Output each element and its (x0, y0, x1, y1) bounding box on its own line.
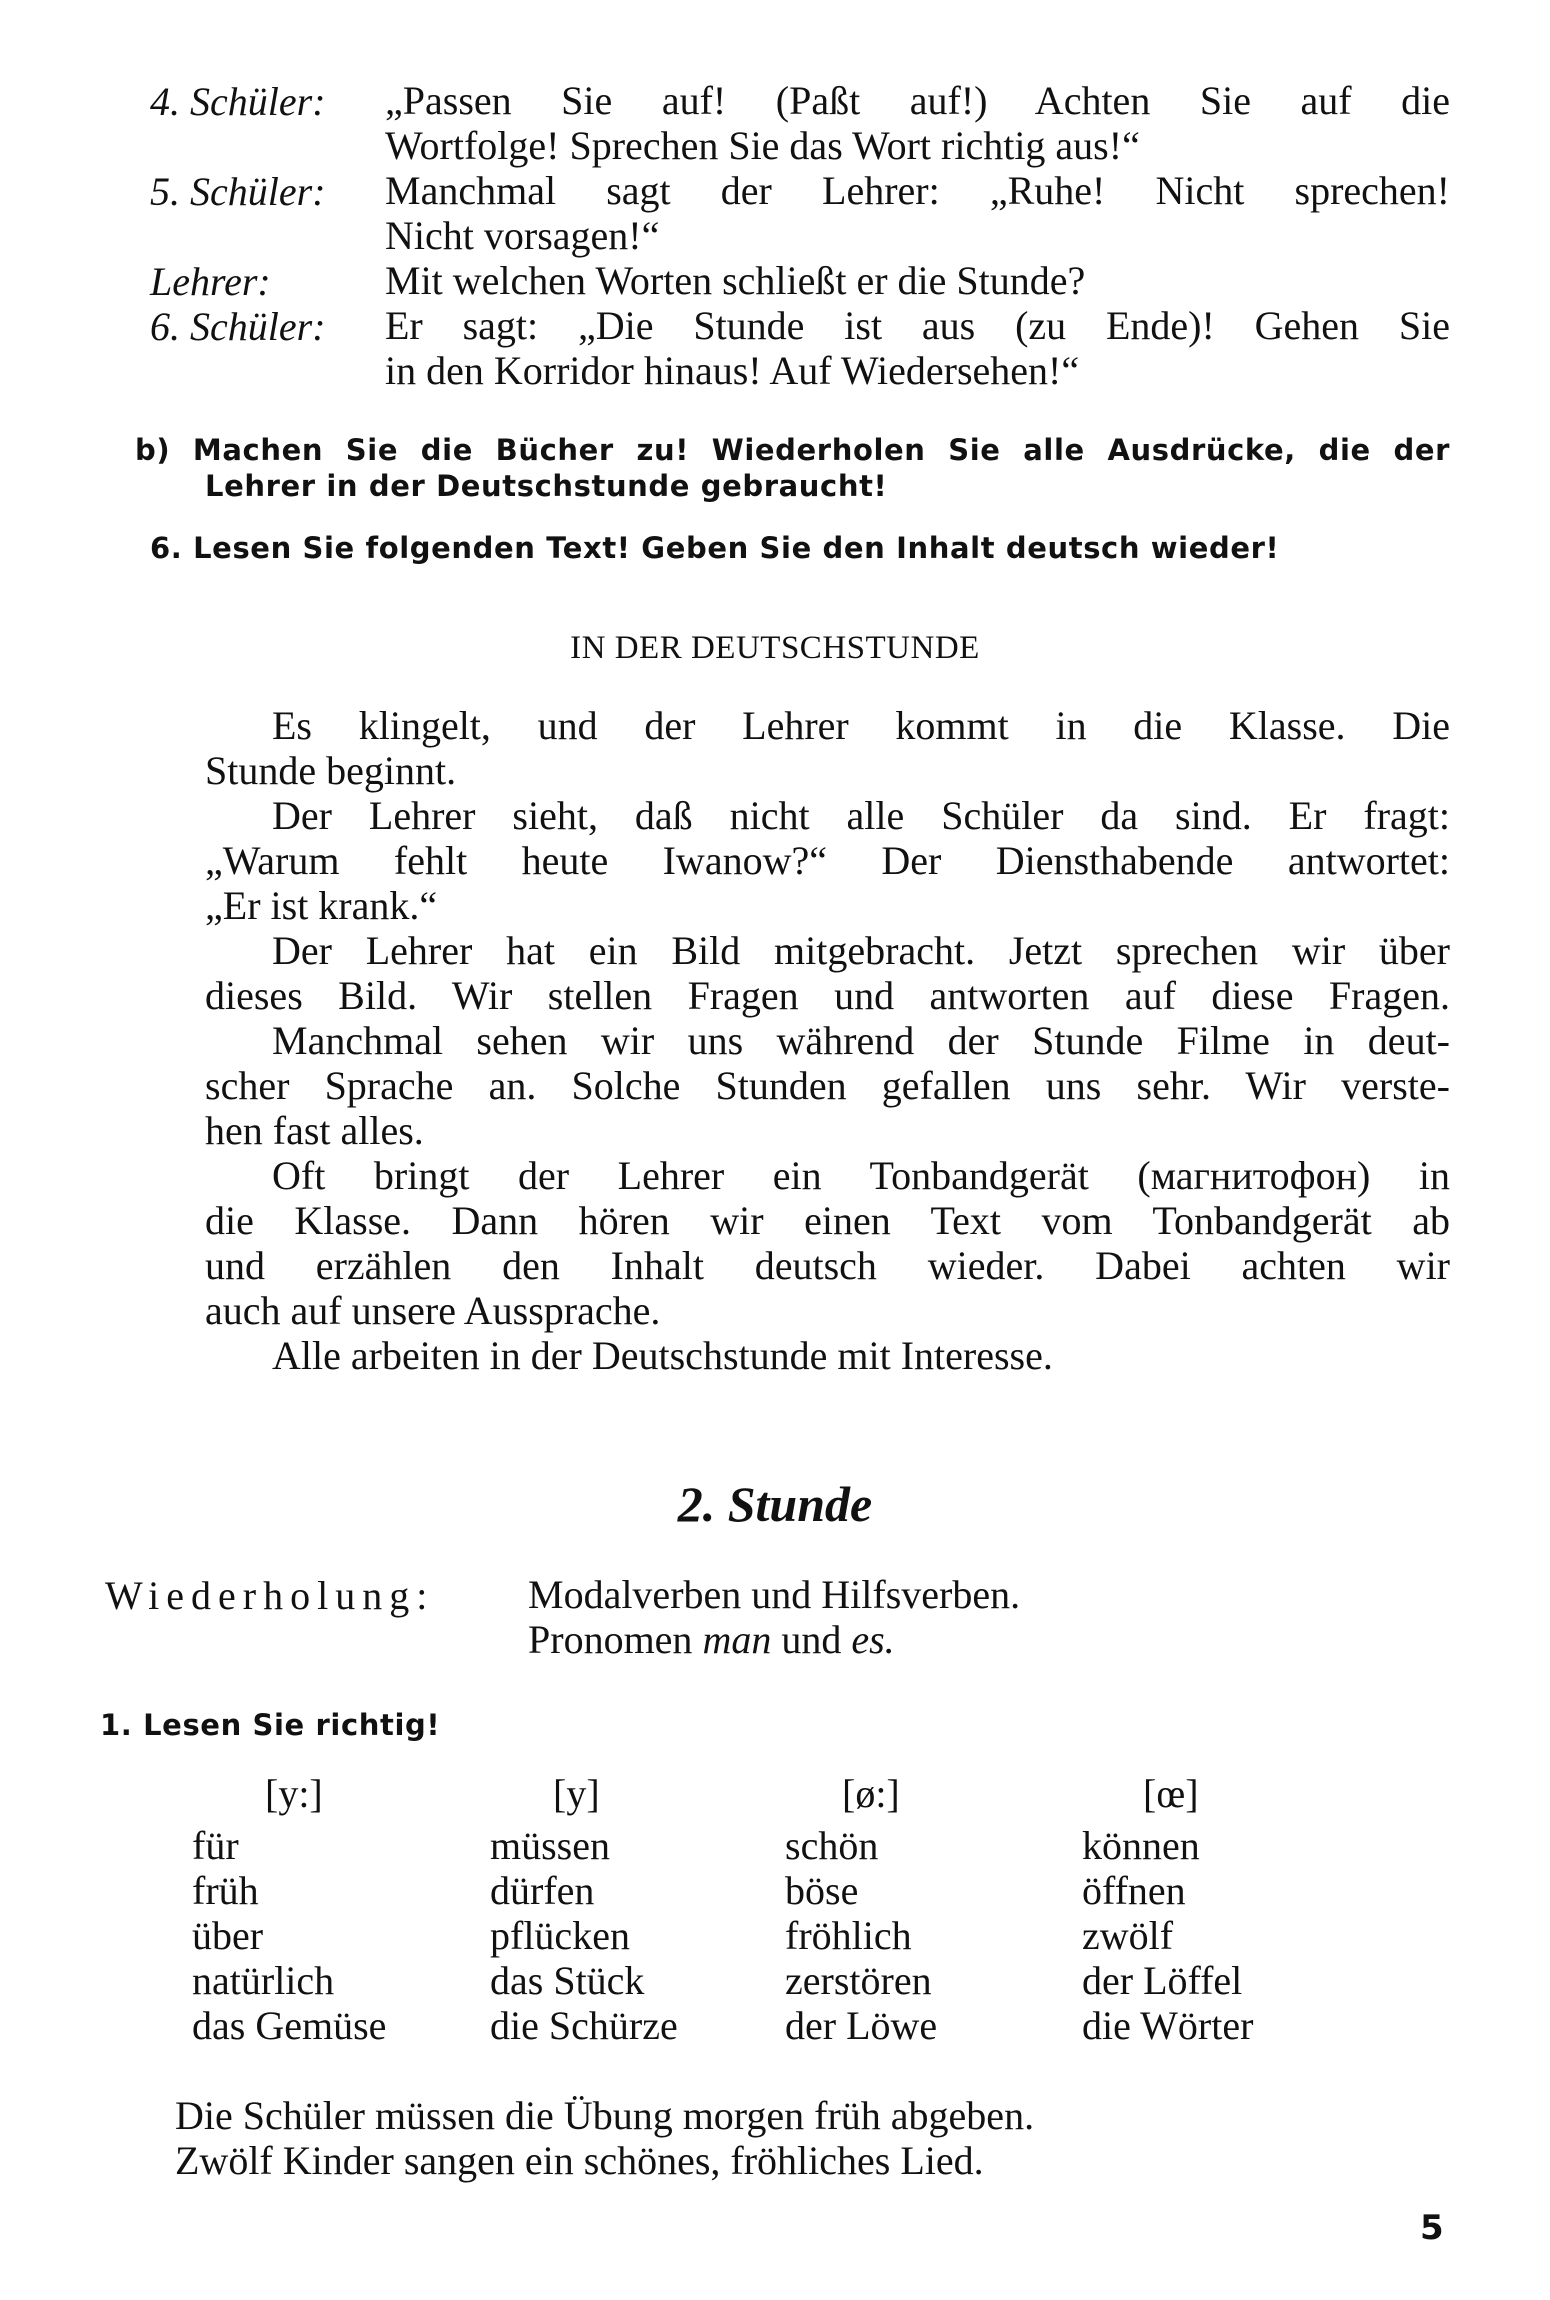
word: müssen (490, 1823, 610, 1868)
text-line: „Er ist krank.“ (205, 883, 438, 928)
word-column (1082, 1823, 1253, 2048)
task-6-instruction: 6. Lesen Sie folgenden Text! Geben Sie den Inhalt deutsch wieder! (150, 531, 1280, 565)
word: die Schürze (490, 2003, 678, 2048)
review-word: und (781, 1617, 842, 1662)
word: böse (785, 1868, 859, 1913)
sentence: Zwölf Kinder sangen ein schönes, fröhliches Lied. (175, 2138, 984, 2183)
paragraph (205, 1333, 1450, 1378)
speaker-label: 6. Schüler: (150, 304, 326, 349)
review-label: Wiederholung: (105, 1573, 435, 1618)
word: zerstören (785, 1958, 932, 2003)
dialogue-line: Wortfolge! Sprechen Sie das Wort richtig aus!“ (385, 123, 1140, 168)
phonetic-symbol: [y] (553, 1771, 600, 1816)
speaker-label: Lehrer: (150, 259, 271, 304)
word: über (192, 1913, 264, 1958)
word: früh (192, 1868, 259, 1913)
text-line: Es klingelt, und der Lehrer kommt in die Klasse. Die (272, 703, 1450, 748)
text-line: und erzählen den Inhalt deutsch wieder. Dabei achten wir (205, 1243, 1450, 1288)
task-b-instruction (135, 432, 1450, 504)
review-word: man (702, 1617, 772, 1662)
text-line: hen fast alles. (205, 1108, 424, 1153)
reading-text (205, 703, 1450, 1378)
text-line: dieses Bild. Wir stellen Fragen und antworten auf diese Fragen. (205, 973, 1450, 1018)
review-word: Pronomen (528, 1617, 693, 1662)
review-word: es. (851, 1617, 895, 1662)
text-line: Der Lehrer hat ein Bild mitgebracht. Jetzt sprechen wir über (272, 928, 1450, 973)
text-line: Alle arbeiten in der Deutschstunde mit Interesse. (272, 1333, 1053, 1378)
exercise-1-instruction: 1. Lesen Sie richtig! (100, 1708, 441, 1742)
review-topics (528, 1572, 1020, 1662)
dialogue-text (385, 258, 1450, 303)
phonetic-symbol: [œ] (1143, 1771, 1199, 1816)
word-column (785, 1823, 937, 2048)
word: der Löffel (1082, 1958, 1243, 2003)
paragraph (205, 703, 1450, 793)
text-line: Der Lehrer sieht, daß nicht alle Schüler da sind. Er fragt: (272, 793, 1450, 838)
page-number: 5 (1420, 2208, 1444, 2248)
instruction-line: Lehrer in der Deutschstunde gebraucht! (205, 469, 888, 503)
sentence: Die Schüler müssen die Übung morgen früh abgeben. (175, 2093, 1035, 2138)
text-title: IN DER DEUTSCHSTUNDE (570, 630, 980, 666)
dialogue-line: in den Korridor hinaus! Auf Wiedersehen!“ (385, 348, 1080, 393)
word: natürlich (192, 1958, 335, 2003)
speaker-label: 5. Schüler: (150, 169, 326, 214)
review-line (528, 1617, 1020, 1662)
word: können (1082, 1823, 1200, 1868)
lesson-heading: 2. Stunde (677, 1476, 873, 1532)
word-column (490, 1823, 678, 2048)
text-line: Manchmal sehen wir uns während der Stunde Filme in deut- (272, 1018, 1450, 1063)
example-sentences (175, 2093, 1034, 2183)
word: zwölf (1082, 1913, 1174, 1958)
word: die Wörter (1082, 2003, 1254, 2048)
paragraph (205, 1153, 1450, 1333)
paragraph (205, 1018, 1450, 1153)
word: öffnen (1082, 1868, 1186, 1913)
dialogue-line: Manchmal sagt der Lehrer: „Ruhe! Nicht sprechen! (385, 168, 1450, 213)
text-line: Stunde beginnt. (205, 748, 457, 793)
text-line: Oft bringt der Lehrer ein Tonbandgerät (магнитофон) in (272, 1153, 1450, 1198)
word: schön (785, 1823, 879, 1868)
text-line: „Warum fehlt heute Iwanow?“ Der Diensthabende antwortet: (205, 838, 1450, 883)
text-line: scher Sprache an. Solche Stunden gefallen uns sehr. Wir verste- (205, 1063, 1450, 1108)
word: das Gemüse (192, 2003, 387, 2048)
phonetic-symbol: [ø:] (842, 1771, 900, 1816)
dialogue-line: „Passen Sie auf! (Paßt auf!) Achten Sie auf die (385, 78, 1450, 123)
paragraph (205, 928, 1450, 1018)
word-column (192, 1823, 386, 2048)
dialogue-line: Nicht vorsagen!“ (385, 213, 660, 258)
speaker-label: 4. Schüler: (150, 79, 326, 124)
phonetics-table (0, 1770, 1550, 2070)
word: das Stück (490, 1958, 645, 2003)
phonetic-symbol: [y:] (265, 1771, 323, 1816)
word: dürfen (490, 1868, 595, 1913)
dialogue-line: Mit welchen Worten schließt er die Stunde? (385, 258, 1086, 303)
text-line: die Klasse. Dann hören wir einen Text vom Tonbandgerät ab (205, 1198, 1450, 1243)
word: für (192, 1823, 239, 1868)
instruction-line: b) Machen Sie die Bücher zu! Wiederholen Sie alle Ausdrücke, die der (135, 433, 1450, 467)
dialogue-line: Er sagt: „Die Stunde ist aus (zu Ende)! Gehen Sie (385, 303, 1450, 348)
dialogue-text (385, 303, 1450, 393)
review-line: Modalverben und Hilfsverben. (528, 1572, 1021, 1617)
text-line: auch auf unsere Aussprache. (205, 1288, 661, 1333)
word: der Löwe (785, 2003, 938, 2048)
word: fröhlich (785, 1913, 912, 1958)
dialogue-text (385, 168, 1450, 258)
paragraph (205, 793, 1450, 928)
word: pflücken (490, 1913, 630, 1958)
dialogue-text (385, 78, 1450, 168)
